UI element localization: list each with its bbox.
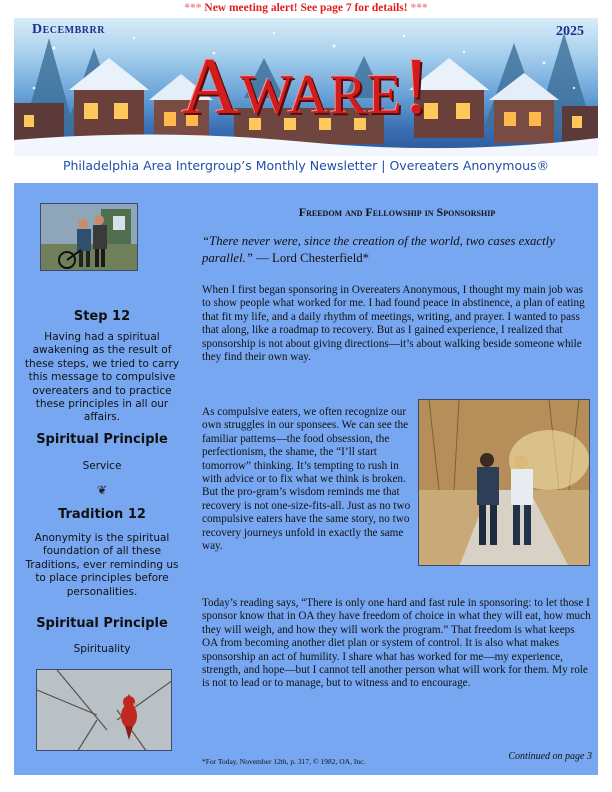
step-heading: Step 12 xyxy=(73,309,131,324)
principle-heading-service: Spiritual Principle xyxy=(36,432,168,447)
continued-link[interactable]: Continued on page 3 xyxy=(508,751,592,762)
fleuron-ornament: ❦ xyxy=(96,483,108,497)
tradition-text: Anonymity is the spiritual foundation of all these Traditions, ever reminding us to place principles before personalities. xyxy=(25,532,179,598)
article-title: Freedom and Fellowship in Sponsorship xyxy=(298,205,496,219)
opening-quote xyxy=(202,233,592,266)
footnote: *For Today, November 12th, p. 317, © 1982, OA, Inc. xyxy=(202,757,366,766)
photo-two-women-walking xyxy=(418,399,590,566)
principle-heading-spirituality: Spiritual Principle xyxy=(36,616,168,631)
meeting-alert[interactable] xyxy=(0,2,612,18)
photo-two-men-bicycle xyxy=(40,203,138,271)
main-article xyxy=(202,183,592,775)
quote-text: “There never were, since the creation of the world, two cases exactly parallel.” xyxy=(202,234,555,265)
tradition-heading: Tradition 12 xyxy=(58,507,146,522)
newsletter-subtitle: Philadelphia Area Intergroup’s Monthly Newsletter | Overeaters Anonymous® xyxy=(62,158,550,173)
principle-value-service: Service xyxy=(82,460,122,472)
masthead-banner xyxy=(14,18,598,156)
alert-stars-right: *** xyxy=(410,2,428,14)
principle-value-spirituality: Spirituality xyxy=(73,643,131,655)
sidebar xyxy=(14,183,190,775)
alert-text[interactable]: New meeting alert! See page 7 for details! xyxy=(204,2,408,14)
paragraph-2: As compulsive eaters, we often recognize our own struggles in our sponsees. We can see the familiar patterns—the food obsession, the perfectionism, the shame, the “I’ll start tomorrow” thinking. It’s tempting to rush in with advice or to fix what we think is broken. But the pro-gram’s wisdom reminds me that recovery is not one-size-fits-all. Just as no two compulsive eaters have the same story, no two recovery journeys unfold in exactly the same way. xyxy=(202,406,411,553)
issue-year: 2025 xyxy=(556,24,584,39)
content-panel xyxy=(14,183,598,775)
newsletter-title: Aware! xyxy=(181,43,431,131)
quote-attribution: — Lord Chesterfield* xyxy=(252,250,370,265)
alert-stars-left: *** xyxy=(184,2,202,14)
issue-month: Decembrrr xyxy=(32,22,105,37)
step-text: Having had a spiritual awakening as the result of these steps, we tried to carry this message to compulsive overeaters and to practice these principles in all our affairs. xyxy=(24,331,180,424)
paragraph-3: Today’s reading says, “There is only one hard and fast rule in sponsoring: to let those I sponsor know that in OA they have freedom of choice in what they will eat, how much they will weigh, and how they will work the program.” That freedom is what keeps OA from becoming another diet plan or system of control. It is also what makes sponsorship an act of humility. I share what has worked for me—my experience, strength, and hope—but I cannot tell another person what will work for them. My role is not to lead or to manage, but to witness and to encourage. xyxy=(202,597,591,690)
photo-cardinal-bird xyxy=(36,669,172,751)
paragraph-1: When I first began sponsoring in Overeaters Anonymous, I thought my main job was to show people what worked for me. I had found peace in abstinence, a plan of eating that fit my life, and a daily rhythm of meetings, writing, and prayer. I wanted to pass that along, like a roadmap to recovery. But as I gained experience, I realized that sponsorship is not about giving directions—it’s about walking beside someone while they find their own way. xyxy=(202,284,585,364)
